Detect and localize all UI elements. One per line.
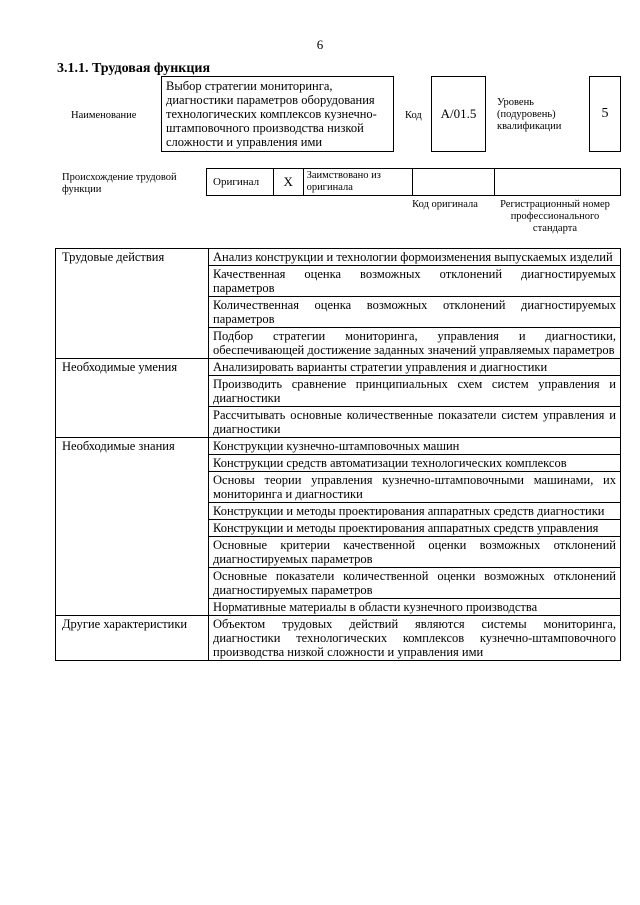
row-item: Количественная оценка возможных отклонений диагностируемых параметров <box>209 297 621 328</box>
row-item: Объектом трудовых действий являются системы мониторинга, диагностики технологических комплексов кузнечно-штамповочного производства низкой сложности и управления ими <box>209 616 621 661</box>
row-category: Другие характеристики <box>56 616 209 661</box>
section-title: 3.1.1. Трудовая функция <box>57 61 211 76</box>
row-item: Основные критерии качественной оценки возможных отклонений диагностируемых параметров <box>209 537 621 568</box>
function-table <box>55 248 621 661</box>
row-item: Рассчитывать основные количественные показатели систем управления и диагностики <box>209 407 621 438</box>
level-label: Уровень (подуровень) квалификации <box>497 97 562 132</box>
row-item: Конструкции и методы проектирования аппаратных средств управления <box>209 520 621 537</box>
page-number: 6 <box>316 37 324 52</box>
origin-table <box>206 168 621 196</box>
row-item: Качественная оценка возможных отклонений диагностируемых параметров <box>209 266 621 297</box>
origin-label: Происхождение трудовой функции <box>62 172 177 195</box>
row-category: Необходимые знания <box>56 438 209 616</box>
borrowed-label: Заимствовано из оригинала <box>304 169 413 195</box>
level-value: 5 <box>589 76 621 152</box>
code-label: Код <box>405 110 422 121</box>
table-row <box>56 359 621 376</box>
table-row <box>56 438 621 455</box>
original-label: Оригинал <box>207 169 274 195</box>
code-original-cell <box>413 169 495 195</box>
code-original-label: Код оригинала <box>412 199 478 210</box>
row-item: Нормативные материалы в области кузнечного производства <box>209 599 621 616</box>
original-mark: X <box>274 169 304 195</box>
row-item: Производить сравнение принципиальных схем систем управления и диагностики <box>209 376 621 407</box>
row-category: Трудовые действия <box>56 249 209 359</box>
row-category: Необходимые умения <box>56 359 209 438</box>
row-item: Подбор стратегии мониторинга, управления и диагностики, обеспечивающей достижение заданных значений управляемых параметров <box>209 328 621 359</box>
row-item: Анализировать варианты стратегии управления и диагностики <box>209 359 621 376</box>
name-label: Наименование <box>71 110 137 121</box>
row-item: Конструкции кузнечно-штамповочных машин <box>209 438 621 455</box>
table-row <box>56 616 621 661</box>
row-item: Основы теории управления кузнечно-штамповочными машинами, их мониторинга и диагностики <box>209 472 621 503</box>
row-item: Анализ конструкции и технологии формоизменения выпускаемых изделий <box>209 249 621 266</box>
row-item: Основные показатели количественной оценки возможных отклонений диагностируемых параметров <box>209 568 621 599</box>
reg-number-label: Регистрационный номер профессионального стандарта <box>500 199 610 234</box>
row-item: Конструкции средств автоматизации технологических комплексов <box>209 455 621 472</box>
table-row <box>56 249 621 266</box>
reg-number-cell <box>495 169 620 195</box>
function-name: Выбор стратегии мониторинга, диагностики параметров оборудования технологических комплексов кузнечно-штамповочного производства низкой сложности и управления ими <box>161 76 394 152</box>
row-item: Конструкции и методы проектирования аппаратных средств диагностики <box>209 503 621 520</box>
code-value: A/01.5 <box>431 76 486 152</box>
